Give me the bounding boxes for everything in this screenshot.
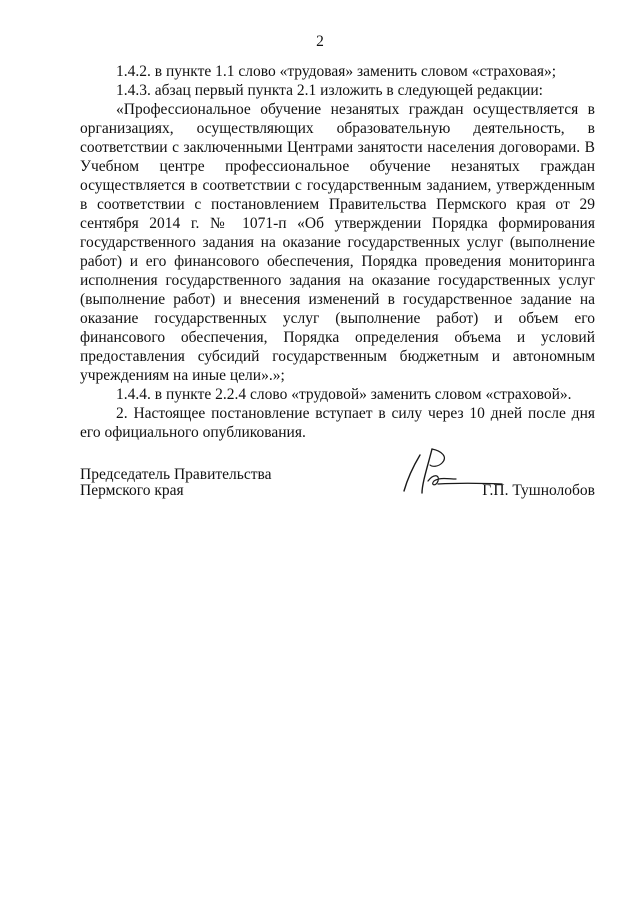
paragraph-1-4-2: 1.4.2. в пункте 1.1 слово «трудовая» заменить словом «страховая»; [116, 63, 557, 80]
signatory-title [80, 467, 272, 499]
signatory-title-line-1: Председатель Правительства [80, 466, 272, 483]
paragraph-2: 2. Настоящее постановление вступает в силу через 10 дней после дня его официального опубликования. [80, 405, 595, 441]
paragraph-1-4-3: 1.4.3. абзац первый пункта 2.1 изложить в следующей редакции: [116, 82, 543, 99]
signatory-name: Г.П. Тушнолобов [482, 482, 595, 499]
paragraph-1-4-4: 1.4.4. в пункте 2.2.4 слово «трудовой» заменить словом «страховой». [116, 386, 572, 403]
signatory-title-line-2: Пермского края [80, 482, 184, 499]
signature-block [80, 467, 595, 527]
paragraph-quoted-text: «Профессиональное обучение незанятых граждан осуществляется в организациях, осуществляющих образовательную деятельность, в соответствии с заключенными Центрами занятости населения договорами. В Учебном центре профессиональное обучение незанятых граждан осуществляется в соответствии с государственным заданием, утвержденным в соответствии с постановлением Правительства Пермского края от 29 сентября 2014 г. № 1071-п «Об утверждении Порядка формирования государственного задания на оказание государственных услуг (выполнение работ) и его финансового обеспечения, Порядка проведения мониторинга исполнения государственного задания на оказание государственных услуг (выполнение работ) и внесения изменений в государственное задание на оказание государственных услуг (выполнение работ) и объем его финансового обеспечения, Порядка определения объема и условий предоставления субсидий государственным бюджетным и автономным учреждениям на иные цели».»; [80, 101, 595, 384]
page-number: 2 [316, 33, 324, 50]
document-body [80, 62, 595, 442]
